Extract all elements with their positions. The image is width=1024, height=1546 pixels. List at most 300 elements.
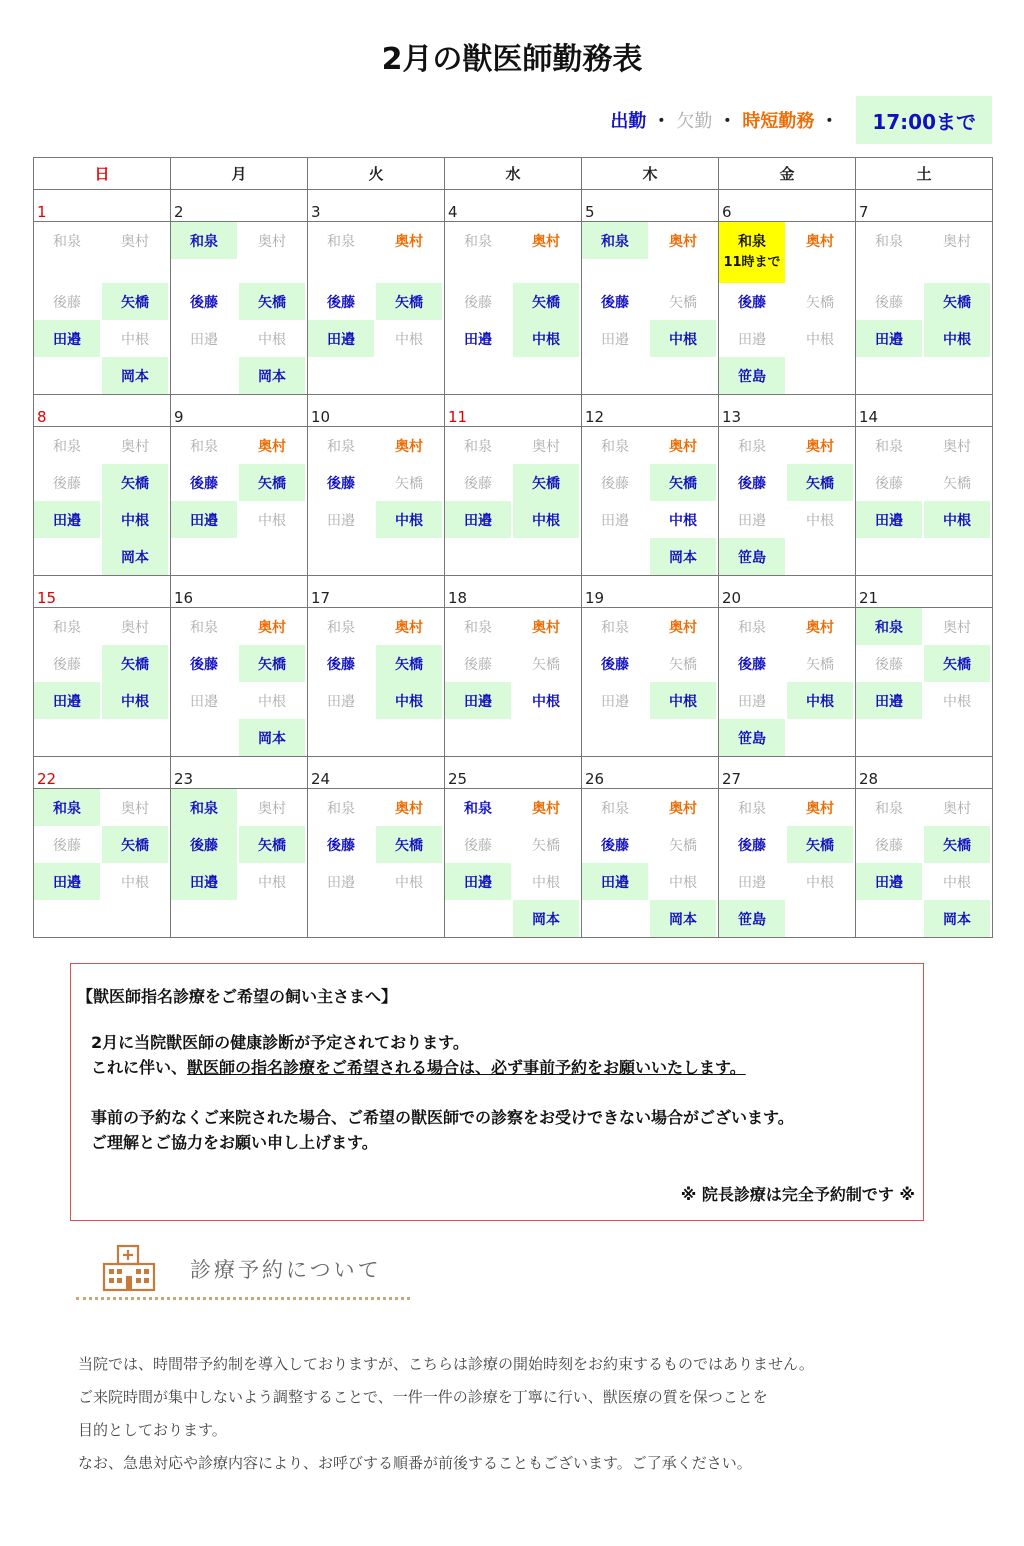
staff-entry: [102, 222, 168, 259]
notice-line-2: [91, 1055, 746, 1080]
staff-entry: [650, 645, 716, 682]
day-number: 23: [174, 770, 194, 788]
staff-entry: [376, 645, 442, 682]
staff-entry: [787, 222, 853, 259]
staff-entry: [34, 608, 100, 645]
staff-entry: [239, 789, 305, 826]
staff-name: 和泉: [327, 233, 355, 250]
staff-entry: [308, 608, 374, 645]
staff-empty: [787, 538, 853, 575]
staff-empty: [376, 900, 442, 937]
hospital-icon: [100, 1242, 158, 1294]
staff-entry: [856, 645, 922, 682]
staff-name: 和泉: [738, 438, 766, 455]
staff-name: 岡本: [258, 368, 286, 385]
staff-name: 和泉: [327, 438, 355, 455]
staff-name: 田邉: [53, 693, 81, 710]
staff-name: 矢橋: [121, 656, 149, 673]
staff-entry: [445, 645, 511, 682]
day-date-cell: [719, 576, 856, 608]
staff-grid: [719, 222, 855, 394]
staff-name: 矢橋: [806, 837, 834, 854]
staff-entry: [719, 863, 785, 900]
staff-entry: [513, 826, 579, 863]
staff-entry: [376, 222, 442, 259]
day-number: 20: [722, 589, 742, 607]
staff-empty: [787, 719, 853, 756]
staff-entry: [34, 427, 100, 464]
staff-empty: [582, 357, 648, 394]
day-staff-cell: [445, 608, 582, 757]
staff-entry: [924, 789, 990, 826]
staff-name: 矢橋: [806, 294, 834, 311]
staff-grid: [34, 608, 170, 756]
staff-grid: [582, 222, 718, 394]
day-date-cell: [582, 395, 719, 427]
staff-entry: [924, 320, 990, 357]
staff-empty: [102, 719, 168, 756]
staff-name: 岡本: [943, 911, 971, 928]
staff-name: 中根: [121, 512, 149, 529]
staff-entry: [787, 501, 853, 538]
staff-grid: [445, 427, 581, 575]
staff-entry: [650, 222, 716, 259]
staff-entry: [239, 645, 305, 682]
staff-name: 和泉: [601, 233, 629, 250]
staff-name: 矢橋: [532, 475, 560, 492]
staff-entry: [445, 501, 511, 538]
staff-name: 中根: [258, 331, 286, 348]
staff-empty: [582, 259, 648, 283]
staff-name: 矢橋: [395, 837, 423, 854]
staff-entry: [171, 789, 237, 826]
staff-entry: [171, 222, 237, 259]
staff-entry: [924, 900, 990, 937]
reservation-title: 診療予約について: [190, 1258, 382, 1282]
staff-entry: [924, 464, 990, 501]
staff-empty: [787, 900, 853, 937]
week-date-row: [34, 190, 993, 222]
staff-name: 後藤: [327, 656, 355, 673]
legend-dot: ・: [820, 111, 839, 132]
staff-name: 奥村: [669, 233, 697, 250]
staff-name: 矢橋: [669, 294, 697, 311]
staff-name: 和泉: [601, 800, 629, 817]
weekday-sat: 土: [856, 158, 993, 190]
staff-name: 和泉: [190, 619, 218, 636]
staff-empty: [308, 538, 374, 575]
staff-entry: [239, 719, 305, 756]
staff-entry: [308, 464, 374, 501]
staff-grid: [856, 222, 992, 394]
staff-empty: [787, 357, 853, 394]
legend-absent: 欠勤: [676, 111, 713, 132]
staff-name: 矢橋: [258, 294, 286, 311]
staff-name: 中根: [395, 874, 423, 891]
staff-entry: [239, 222, 305, 259]
staff-grid: [719, 427, 855, 575]
staff-empty: [308, 357, 374, 394]
notice-note: ※ 院長診療は完全予約制です ※: [680, 1185, 915, 1204]
staff-empty: [582, 900, 648, 937]
staff-name: 中根: [121, 874, 149, 891]
staff-empty: [239, 259, 305, 283]
staff-entry: [102, 645, 168, 682]
staff-name: 中根: [258, 693, 286, 710]
staff-name: 笹島: [738, 730, 766, 747]
staff-name: 田邉: [327, 693, 355, 710]
staff-entry: [34, 501, 100, 538]
week-date-row: [34, 576, 993, 608]
day-number: 3: [311, 203, 321, 221]
day-date-cell: [308, 576, 445, 608]
staff-name: 笹島: [738, 368, 766, 385]
staff-entry: [719, 682, 785, 719]
staff-name: 田邉: [464, 874, 492, 891]
staff-entry: [102, 863, 168, 900]
staff-name: 矢橋: [258, 656, 286, 673]
day-number: 19: [585, 589, 605, 607]
day-staff-cell: [856, 427, 993, 576]
staff-entry: [582, 427, 648, 464]
staff-entry: [445, 320, 511, 357]
staff-name: 田邉: [601, 693, 629, 710]
day-staff-cell: [171, 789, 308, 938]
staff-name: 中根: [669, 512, 697, 529]
staff-name: 和泉: [327, 619, 355, 636]
staff-name: 後藤: [190, 475, 218, 492]
day-staff-cell: [719, 222, 856, 395]
day-staff-cell: [856, 789, 993, 938]
staff-name: 和泉: [190, 438, 218, 455]
staff-name: 奥村: [943, 438, 971, 455]
staff-name: 後藤: [464, 656, 492, 673]
staff-entry: [650, 863, 716, 900]
staff-entry: [924, 222, 990, 259]
staff-empty: [239, 900, 305, 937]
staff-entry: [376, 320, 442, 357]
staff-entry: [856, 682, 922, 719]
day-number: 12: [585, 408, 605, 426]
day-number: 24: [311, 770, 331, 788]
staff-entry: [719, 789, 785, 826]
staff-name: 奥村: [258, 619, 286, 636]
day-staff-cell: [34, 427, 171, 576]
staff-empty: [924, 259, 990, 283]
staff-name: 後藤: [464, 294, 492, 311]
week-body-row: [34, 608, 993, 757]
day-date-cell: [582, 576, 719, 608]
staff-entry: [445, 222, 511, 259]
reservation-line-3: 目的としております。: [78, 1421, 227, 1439]
staff-name: 奥村: [258, 233, 286, 250]
staff-entry: [239, 501, 305, 538]
staff-entry: [376, 826, 442, 863]
staff-empty: [445, 538, 511, 575]
day-staff-cell: [582, 789, 719, 938]
weekday-tue: 火: [308, 158, 445, 190]
day-staff-cell: [308, 608, 445, 757]
staff-entry: [34, 789, 100, 826]
weekday-wed: 水: [445, 158, 582, 190]
staff-entry: [171, 464, 237, 501]
staff-entry: [513, 682, 579, 719]
staff-name: 和泉: [875, 233, 903, 250]
staff-entry: [650, 464, 716, 501]
staff-name: 田邉: [190, 512, 218, 529]
staff-grid: [445, 789, 581, 937]
staff-empty: [650, 357, 716, 394]
staff-name: 奥村: [669, 800, 697, 817]
day-date-cell: [34, 395, 171, 427]
staff-entry: [719, 427, 785, 464]
notice-line-3: 事前の予約なくご来院された場合、ご希望の獣医師での診察をお受けできない場合がございます。: [91, 1108, 794, 1127]
staff-name: 中根: [532, 331, 560, 348]
staff-empty: [582, 538, 648, 575]
day-date-cell: [34, 757, 171, 789]
staff-entry: [445, 283, 511, 320]
staff-hours-note: 11時まで: [723, 255, 781, 271]
staff-name: 中根: [806, 331, 834, 348]
staff-entry: [308, 427, 374, 464]
staff-name: 後藤: [327, 294, 355, 311]
staff-grid: [719, 608, 855, 756]
day-staff-cell: [582, 608, 719, 757]
staff-empty: [376, 259, 442, 283]
staff-name: 奥村: [669, 438, 697, 455]
staff-empty: [856, 538, 922, 575]
day-staff-cell: [308, 427, 445, 576]
day-staff-cell: [719, 789, 856, 938]
staff-entry: [34, 682, 100, 719]
staff-name: 後藤: [190, 837, 218, 854]
staff-entry: [650, 826, 716, 863]
reservation-body: [78, 1348, 814, 1480]
staff-empty: [171, 900, 237, 937]
staff-grid: [308, 222, 444, 394]
staff-empty: [34, 719, 100, 756]
staff-entry: [787, 608, 853, 645]
staff-name: 岡本: [669, 911, 697, 928]
staff-entry: [924, 645, 990, 682]
staff-entry: [924, 826, 990, 863]
staff-entry: [513, 900, 579, 937]
staff-entry: [924, 863, 990, 900]
staff-empty: [445, 900, 511, 937]
staff-name: 田邉: [190, 331, 218, 348]
day-number: 5: [585, 203, 595, 221]
staff-grid: [34, 789, 170, 937]
staff-name: 後藤: [601, 656, 629, 673]
staff-name: 後藤: [53, 294, 81, 311]
staff-name: 中根: [943, 331, 971, 348]
staff-name: 奥村: [943, 800, 971, 817]
staff-name: 和泉: [875, 800, 903, 817]
staff-name: 後藤: [738, 475, 766, 492]
staff-entry: [445, 608, 511, 645]
staff-grid: [308, 427, 444, 575]
day-number: 6: [722, 203, 732, 221]
staff-entry: [445, 826, 511, 863]
staff-empty: [239, 538, 305, 575]
staff-entry: [719, 357, 785, 394]
day-staff-cell: [445, 789, 582, 938]
staff-entry: [513, 501, 579, 538]
notice-box: [70, 963, 924, 1221]
staff-empty: [171, 259, 237, 283]
staff-entry: [102, 608, 168, 645]
staff-name: 和泉: [327, 800, 355, 817]
staff-entry: [239, 427, 305, 464]
staff-empty: [787, 259, 853, 283]
staff-name: 奥村: [395, 619, 423, 636]
day-number: 1: [37, 203, 47, 221]
staff-entry: [650, 608, 716, 645]
staff-name: 矢橋: [532, 294, 560, 311]
staff-entry: [650, 501, 716, 538]
staff-entry: [650, 320, 716, 357]
staff-entry: [650, 900, 716, 937]
staff-entry: [582, 464, 648, 501]
staff-empty: [513, 719, 579, 756]
day-number: 11: [448, 408, 468, 426]
staff-name: 矢橋: [806, 475, 834, 492]
staff-name: 奥村: [258, 438, 286, 455]
staff-entry: [239, 357, 305, 394]
staff-entry: [719, 283, 785, 320]
staff-entry: [376, 863, 442, 900]
staff-entry: [513, 863, 579, 900]
staff-name: 後藤: [738, 837, 766, 854]
staff-empty: [513, 357, 579, 394]
staff-name: 矢橋: [395, 475, 423, 492]
staff-empty: [308, 719, 374, 756]
staff-grid: [582, 789, 718, 937]
staff-name: 奥村: [669, 619, 697, 636]
staff-entry: [719, 501, 785, 538]
staff-entry: [171, 608, 237, 645]
day-date-cell: [445, 190, 582, 222]
staff-name: 中根: [258, 874, 286, 891]
staff-entry: [102, 320, 168, 357]
staff-name: 田邉: [53, 512, 81, 529]
staff-name: 中根: [121, 693, 149, 710]
staff-name: 田邉: [738, 693, 766, 710]
staff-name: 奥村: [532, 438, 560, 455]
staff-entry: [445, 789, 511, 826]
staff-name: 田邉: [875, 874, 903, 891]
day-staff-cell: [445, 427, 582, 576]
staff-entry: [650, 789, 716, 826]
reservation-line-4: なお、急患対応や診療内容により、お呼びする順番が前後することもございます。ご了承ください。: [78, 1454, 752, 1472]
reservation-line-2: ご来院時間が集中しないよう調整することで、一件一件の診療を丁寧に行い、獣医療の質を保つことを: [78, 1388, 768, 1406]
staff-entry: [34, 863, 100, 900]
staff-name: 和泉: [53, 800, 81, 817]
day-staff-cell: [34, 608, 171, 757]
staff-entry: [856, 320, 922, 357]
legend-short-hours: 17:00まで: [856, 96, 992, 144]
day-number: 10: [311, 408, 331, 426]
staff-name: 奥村: [532, 800, 560, 817]
day-staff-cell: [856, 222, 993, 395]
staff-entry: [924, 283, 990, 320]
staff-entry: [102, 427, 168, 464]
staff-empty: [856, 357, 922, 394]
staff-empty: [34, 357, 100, 394]
day-date-cell: [856, 757, 993, 789]
staff-name: 矢橋: [669, 475, 697, 492]
staff-entry: [102, 789, 168, 826]
schedule-calendar: [33, 157, 993, 938]
staff-grid: [445, 608, 581, 756]
staff-name: 田邉: [327, 512, 355, 529]
staff-empty: [856, 719, 922, 756]
week-date-row: [34, 757, 993, 789]
staff-name: 和泉: [738, 619, 766, 636]
staff-entry: [239, 608, 305, 645]
staff-name: 岡本: [121, 368, 149, 385]
week-body-row: [34, 222, 993, 395]
weekday-mon: 月: [171, 158, 308, 190]
staff-entry: [102, 501, 168, 538]
staff-entry: [513, 222, 579, 259]
staff-name: 田邉: [190, 874, 218, 891]
staff-name: 中根: [532, 693, 560, 710]
week-body-row: [34, 789, 993, 938]
staff-grid: [719, 789, 855, 937]
reservation-line-1: 当院では、時間帯予約制を導入しておりますが、こちらは診療の開始時刻をお約束するものではありません。: [78, 1355, 814, 1373]
staff-entry: [34, 645, 100, 682]
staff-entry: [856, 789, 922, 826]
staff-name: 中根: [669, 693, 697, 710]
day-staff-cell: [308, 222, 445, 395]
staff-name: 和泉: [601, 438, 629, 455]
staff-name: 和泉: [53, 438, 81, 455]
staff-name: 後藤: [875, 837, 903, 854]
staff-name: 奥村: [806, 619, 834, 636]
staff-grid: [34, 222, 170, 394]
staff-entry: [376, 501, 442, 538]
staff-name: 後藤: [53, 656, 81, 673]
staff-empty: [445, 357, 511, 394]
staff-name: 奥村: [121, 438, 149, 455]
staff-entry: [376, 464, 442, 501]
day-number: 2: [174, 203, 184, 221]
day-date-cell: [719, 757, 856, 789]
staff-name: 笹島: [738, 911, 766, 928]
staff-name: 和泉: [601, 619, 629, 636]
day-number: 14: [859, 408, 879, 426]
staff-empty: [924, 357, 990, 394]
day-number: 27: [722, 770, 742, 788]
staff-name: 中根: [258, 512, 286, 529]
staff-entry: [719, 608, 785, 645]
staff-entry: [376, 608, 442, 645]
day-staff-cell: [34, 222, 171, 395]
staff-entry: [445, 863, 511, 900]
staff-entry: [582, 222, 648, 259]
staff-entry: [308, 789, 374, 826]
staff-name: 中根: [395, 512, 423, 529]
staff-entry: [513, 608, 579, 645]
staff-empty: [376, 357, 442, 394]
day-date-cell: [582, 190, 719, 222]
day-number: 17: [311, 589, 331, 607]
day-date-cell: [171, 757, 308, 789]
staff-entry: [102, 464, 168, 501]
staff-empty: [34, 538, 100, 575]
staff-name: 後藤: [53, 837, 81, 854]
